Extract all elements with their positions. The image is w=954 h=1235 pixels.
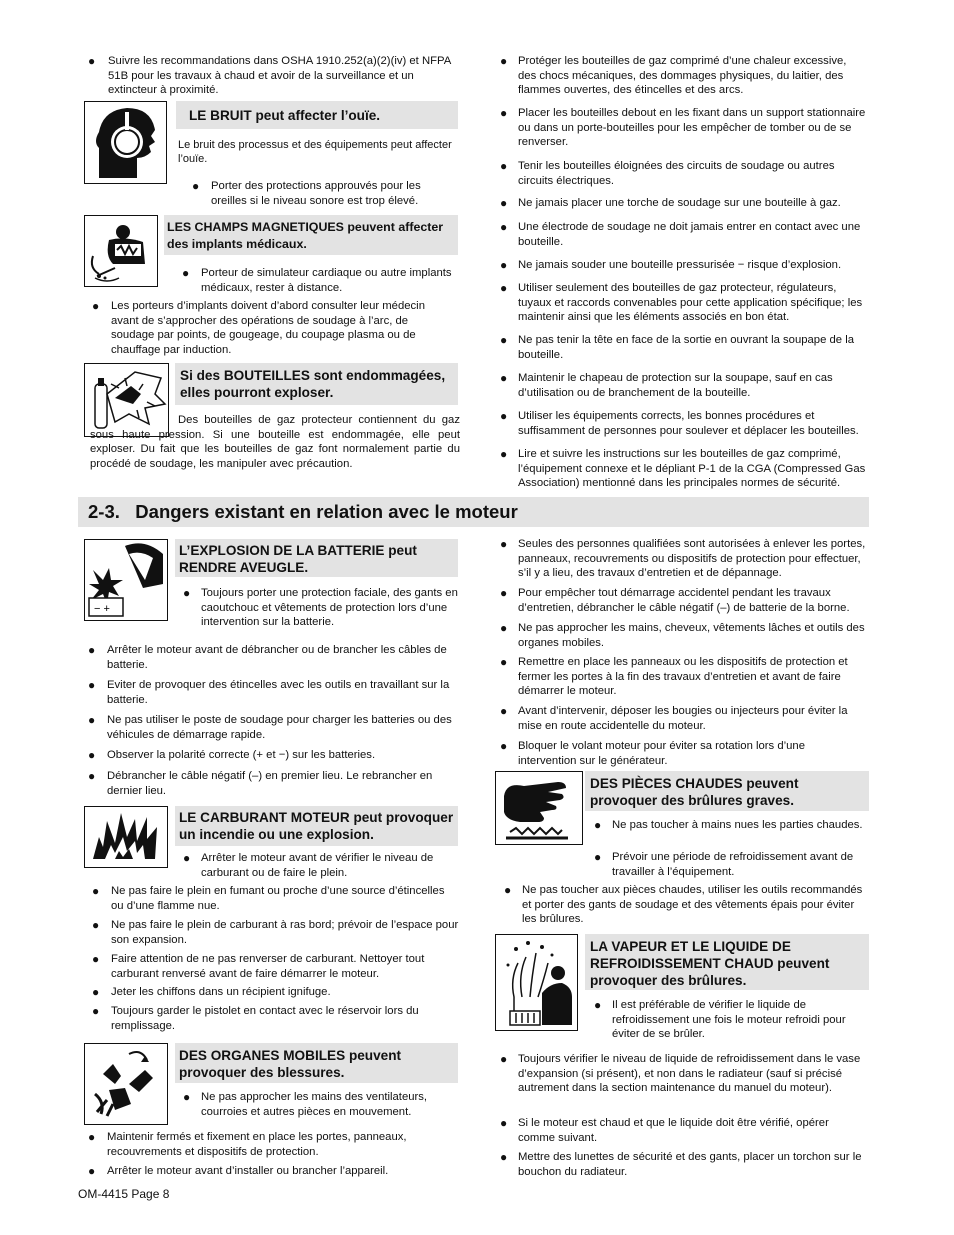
list-item [594, 818, 869, 833]
list-item-text: Utiliser seulement des bouteilles de gaz protecteur, régulateurs, tuyaux et raccords convenables pour cette application spécifique; les maintenir ainsi que les éléments associés en bon état. [518, 282, 863, 324]
bullet: ● [500, 1116, 508, 1130]
list-item-text: Observer la polarité correcte (+ et −) sur les batteries. [107, 749, 376, 761]
bullet: ● [500, 1150, 508, 1164]
list-item [500, 704, 866, 733]
bullet: ● [500, 1052, 508, 1066]
bullet: ● [500, 281, 508, 295]
list-item [500, 1116, 866, 1145]
list-item-text: Les porteurs d’implants doivent d’abord consulter leur médecin avant de s’approcher des opérations de soudage à l’arc, de soudage par points, de gougeage, du coupage plasma ou de chauffage par induction. [111, 300, 425, 356]
list-item-text: Suivre les recommandations dans OSHA 1910.252(a)(2)(iv) et NFPA 51B pour les travaux à chaud et avoir de la surveillance et un extincteur à proximité. [108, 55, 451, 97]
bullet: ● [500, 704, 508, 718]
list-item-text: Ne pas approcher les mains, cheveux, vêtements lâches et outils des organes mobiles. [518, 622, 865, 649]
bullet: ● [500, 54, 508, 68]
bullet: ● [92, 918, 100, 932]
bullet: ● [594, 850, 602, 864]
list-item [88, 769, 454, 798]
bullet: ● [500, 655, 508, 669]
list-item [183, 851, 458, 880]
list-item-text: Maintenir fermés et fixement en place les portes, panneaux, recouvrements et dispositifs de protection. [107, 1131, 407, 1158]
bullet: ● [88, 713, 96, 727]
list-item [500, 586, 866, 615]
list-item-text: Prévoir une période de refroidissement avant de travailler à l’équipement. [612, 851, 854, 878]
list-item [183, 586, 458, 630]
pacemaker-warning-icon [84, 215, 158, 287]
section-title: 2-3. Dangers existant en relation avec le moteur [88, 501, 518, 522]
list-item [192, 179, 458, 208]
bullet: ● [92, 884, 100, 898]
list-item [183, 1090, 460, 1119]
bullet: ● [92, 985, 100, 999]
fuel-heading: LE CARBURANT MOTEUR peut provoquer un incendie ou une explosion. [179, 810, 454, 842]
list-item [500, 371, 866, 400]
list-item [594, 998, 866, 1042]
bullet: ● [500, 537, 508, 551]
bullet: ● [88, 1164, 96, 1178]
bullet: ● [88, 643, 96, 657]
bullet: ● [88, 54, 96, 68]
cylinder-paragraph [90, 413, 460, 483]
list-item-text: Porteur de simulateur cardiaque ou autre implants médicaux, rester à distance. [201, 267, 452, 294]
bullet: ● [500, 621, 508, 635]
list-item [500, 1052, 866, 1096]
list-item-text: Une électrode de soudage ne doit jamais entrer en contact avec une bouteille. [518, 221, 861, 248]
list-item-text: Ne pas toucher aux pièces chaudes, utiliser les outils recommandés et porter des gants de soudage et des vêtements épais pour éviter les brûlures. [522, 884, 863, 926]
bullet: ● [183, 851, 191, 865]
bullet: ● [500, 159, 508, 173]
list-item-text: Ne pas utiliser le poste de soudage pour charger les batteries ou des véhicules de démarrage rapide. [107, 714, 452, 741]
list-item [500, 54, 866, 98]
bullet: ● [92, 952, 100, 966]
bullet: ● [88, 1130, 96, 1144]
list-item-text: Porter des protections approuvés pour les oreilles si le niveau sonore est trop élevé. [211, 180, 421, 207]
fuel-fire-icon [84, 806, 168, 868]
bullet: ● [500, 220, 508, 234]
bullet: ● [500, 409, 508, 423]
bullet: ● [88, 678, 96, 692]
list-item-text: Seules des personnes qualifiées sont autorisées à enlever les portes, panneaux, recouvrements ou dispositifs de protection pour effectuer, s’il y a lieu, des travaux d’entretien et de dépannage. [518, 538, 866, 580]
list-item [500, 621, 866, 650]
list-item-text: Arrêter le moteur avant de vérifier le niveau de carburant ou de faire le plein. [201, 852, 434, 879]
list-item [88, 748, 454, 763]
list-item-text: Si le moteur est chaud et que le liquide doit être vérifié, opérer comme suivant. [518, 1117, 829, 1144]
bullet: ● [500, 586, 508, 600]
list-item-text: Ne pas faire le plein de carburant à ras bord; prévoir de l’espace pour son expansion. [111, 919, 459, 946]
hot-parts-icon [495, 771, 583, 845]
list-item [500, 220, 866, 249]
list-item-text: Bloquer le volant moteur pour éviter sa rotation lors d’une intervention sur le générateur. [518, 740, 805, 767]
list-item [92, 299, 454, 357]
battery-polarity-label: − + [94, 603, 110, 615]
list-item [500, 258, 866, 273]
hearing-protection-icon [84, 101, 167, 184]
list-item-text: Maintenir le chapeau de protection sur la soupape, sauf en cas d’utilisation ou de branchement de la bouteille. [518, 372, 833, 399]
list-item [88, 713, 454, 742]
moving-parts-icon [84, 1043, 168, 1125]
list-item-text: Protéger les bouteilles de gaz comprimé d’une chaleur excessive, des chocs mécaniques, des dommages physiques, du laitier, des flammes ouvertes, des étincelles et des arcs. [518, 55, 847, 97]
bullet: ● [500, 371, 508, 385]
list-item [500, 333, 866, 362]
bullet: ● [183, 1090, 191, 1104]
list-item [92, 1004, 460, 1033]
list-item-text: Faire attention de ne pas renverser de carburant. Nettoyer tout carburant renversé avant de faire démarrer le moteur. [111, 953, 425, 980]
list-item [500, 106, 866, 150]
list-item-text: Ne pas faire le plein en fumant ou proche d’une source d’étincelles ou d’une flamme nue. [111, 885, 445, 912]
list-item [88, 643, 454, 672]
bullet: ● [500, 333, 508, 347]
list-item-text: Jeter les chiffons dans un récipient ignifuge. [111, 986, 331, 998]
list-item-text: Débrancher le câble négatif (–) en premier lieu. Le rebrancher en dernier lieu. [107, 770, 433, 797]
bullet: ● [182, 266, 190, 280]
steam-heading: LA VAPEUR ET LE LIQUIDE DE REFROIDISSEMENT CHAUD peuvent provoquer des brûlures. [590, 939, 830, 988]
list-item [92, 884, 460, 913]
list-item [500, 281, 866, 325]
list-item-text: Ne jamais souder une bouteille pressurisée − risque d’explosion. [518, 259, 842, 271]
list-item [500, 409, 866, 438]
list-item-text: Ne pas tenir la tête en face de la sortie en ouvrant la soupape de la bouteille. [518, 334, 854, 361]
list-item [500, 739, 866, 768]
list-item-text: Utiliser les équipements corrects, les bonnes procédures et suffisamment de personnes pour soulever et déplacer les bouteilles. [518, 410, 859, 437]
list-item-text: Arrêter le moteur avant d’installer ou brancher l’appareil. [107, 1165, 389, 1177]
bullet: ● [192, 179, 200, 193]
list-item-text: Toujours porter une protection faciale, des gants en caoutchouc et vêtements de protection lors d’une intervention sur la batterie. [201, 587, 458, 629]
bullet: ● [88, 748, 96, 762]
list-item [500, 537, 866, 581]
list-item-text: Placer les bouteilles debout en les fixant dans un support stationnaire ou dans un porte-bouteilles pour les empêcher de tomber ou de se renverser. [518, 107, 866, 149]
list-item-text: Remettre en place les panneaux ou les dispositifs de protection et fermer les portes à la fin des travaux d’entretien et avant de faire démarrer le moteur. [518, 656, 848, 698]
bullet: ● [594, 998, 602, 1012]
list-item-text: Il est préférable de vérifier le liquide de refroidissement une fois le moteur refroidi pour éviter de se brûler. [612, 999, 846, 1041]
list-item-text: Ne jamais placer une torche de soudage sur une bouteille à gaz. [518, 197, 841, 209]
list-item-text: Ne pas toucher à mains nues les parties chaudes. [612, 819, 863, 831]
section-header [78, 497, 869, 527]
bullet: ● [500, 106, 508, 120]
battery-explosion-icon [84, 539, 168, 621]
bullet: ● [500, 447, 508, 461]
noise-heading: LE BRUIT peut affecter l’ouïe. [189, 108, 381, 123]
list-item [594, 850, 869, 879]
bullet: ● [88, 769, 96, 783]
list-item [500, 655, 866, 699]
list-item-text: Mettre des lunettes de sécurité et des gants, placer un torchon sur le bouchon du radiateur. [518, 1151, 862, 1178]
list-item-text: Toujours garder le pistolet en contact avec le réservoir lors du remplissage. [111, 1005, 419, 1032]
list-item [92, 952, 460, 981]
list-item-text: Tenir les bouteilles éloignées des circuits de soudage ou autres circuits électriques. [518, 160, 835, 187]
hot-coolant-steam-icon [495, 934, 578, 1031]
list-item [88, 54, 458, 98]
list-item-text: Pour empêcher tout démarrage accidentel pendant les travaux d’entretien, débrancher le câble négatif (–) de batterie de la borne. [518, 587, 850, 614]
noise-paragraph: Le bruit des processus et des équipements peut affecter l’ouïe. [178, 139, 452, 166]
list-item-text: Avant d’intervenir, déposer les bougies ou injecteurs pour éviter la mise en route accidentelle du moteur. [518, 705, 848, 732]
bullet: ● [500, 196, 508, 210]
cylinder-heading: Si des BOUTEILLES sont endommagées, elles pourront exploser. [180, 368, 446, 400]
bullet: ● [504, 883, 512, 897]
list-item-text: Lire et suivre les instructions sur les bouteilles de gaz comprimé, l’équipement connexe et le dépliant P-1 de la CGA (Compressed Gas Association) mentionné dans les principales normes de sécurité. [518, 448, 866, 490]
list-item [182, 266, 454, 295]
magnetic-heading: LES CHAMPS MAGNETIQUES peuvent affecter des implants médicaux. [167, 220, 444, 251]
list-item-text: Toujours vérifier le niveau de liquide de refroidissement dans le vase d’expansion (si présent), et non dans le radiateur (sauf si précisé autrement dans la section maintenance du manuel du moteur). [518, 1053, 861, 1095]
page-footer: OM-4415 Page 8 [78, 1187, 170, 1201]
list-item [500, 196, 866, 211]
list-item [92, 918, 460, 947]
list-item [504, 883, 869, 927]
list-item [88, 1164, 456, 1179]
list-item [88, 1130, 456, 1159]
moving-heading: DES ORGANES MOBILES peuvent provoquer des blessures. [179, 1048, 402, 1080]
list-item-text: Arrêter le moteur avant de débrancher ou de brancher les câbles de batterie. [107, 644, 447, 671]
bullet: ● [92, 299, 100, 313]
bullet: ● [92, 1004, 100, 1018]
list-item [88, 678, 454, 707]
cylinder-paragraph-text: Des bouteilles de gaz protecteur contiennent du gaz sous haute pression. Si une bouteille est endommagée, elle peut exploser. Du fait que les bouteilles de gaz font normalement partie du procédé de soudage, les manipuler avec précaution. [90, 414, 460, 470]
battery-heading: L’EXPLOSION DE LA BATTERIE peut RENDRE AVEUGLE. [179, 543, 417, 575]
bullet: ● [500, 739, 508, 753]
bullet: ● [594, 818, 602, 832]
list-item-text: Eviter de provoquer des étincelles avec les outils en travaillant sur la batterie. [107, 679, 450, 706]
hot-parts-heading: DES PIÈCES CHAUDES peuvent provoquer des brûlures graves. [590, 776, 799, 808]
bullet: ● [183, 586, 191, 600]
bullet: ● [500, 258, 508, 272]
list-item [500, 447, 866, 491]
list-item [92, 985, 460, 1000]
list-item [500, 159, 866, 188]
list-item-text: Ne pas approcher les mains des ventilateurs, courroies et autres pièces en mouvement. [201, 1091, 428, 1118]
list-item [500, 1150, 866, 1179]
